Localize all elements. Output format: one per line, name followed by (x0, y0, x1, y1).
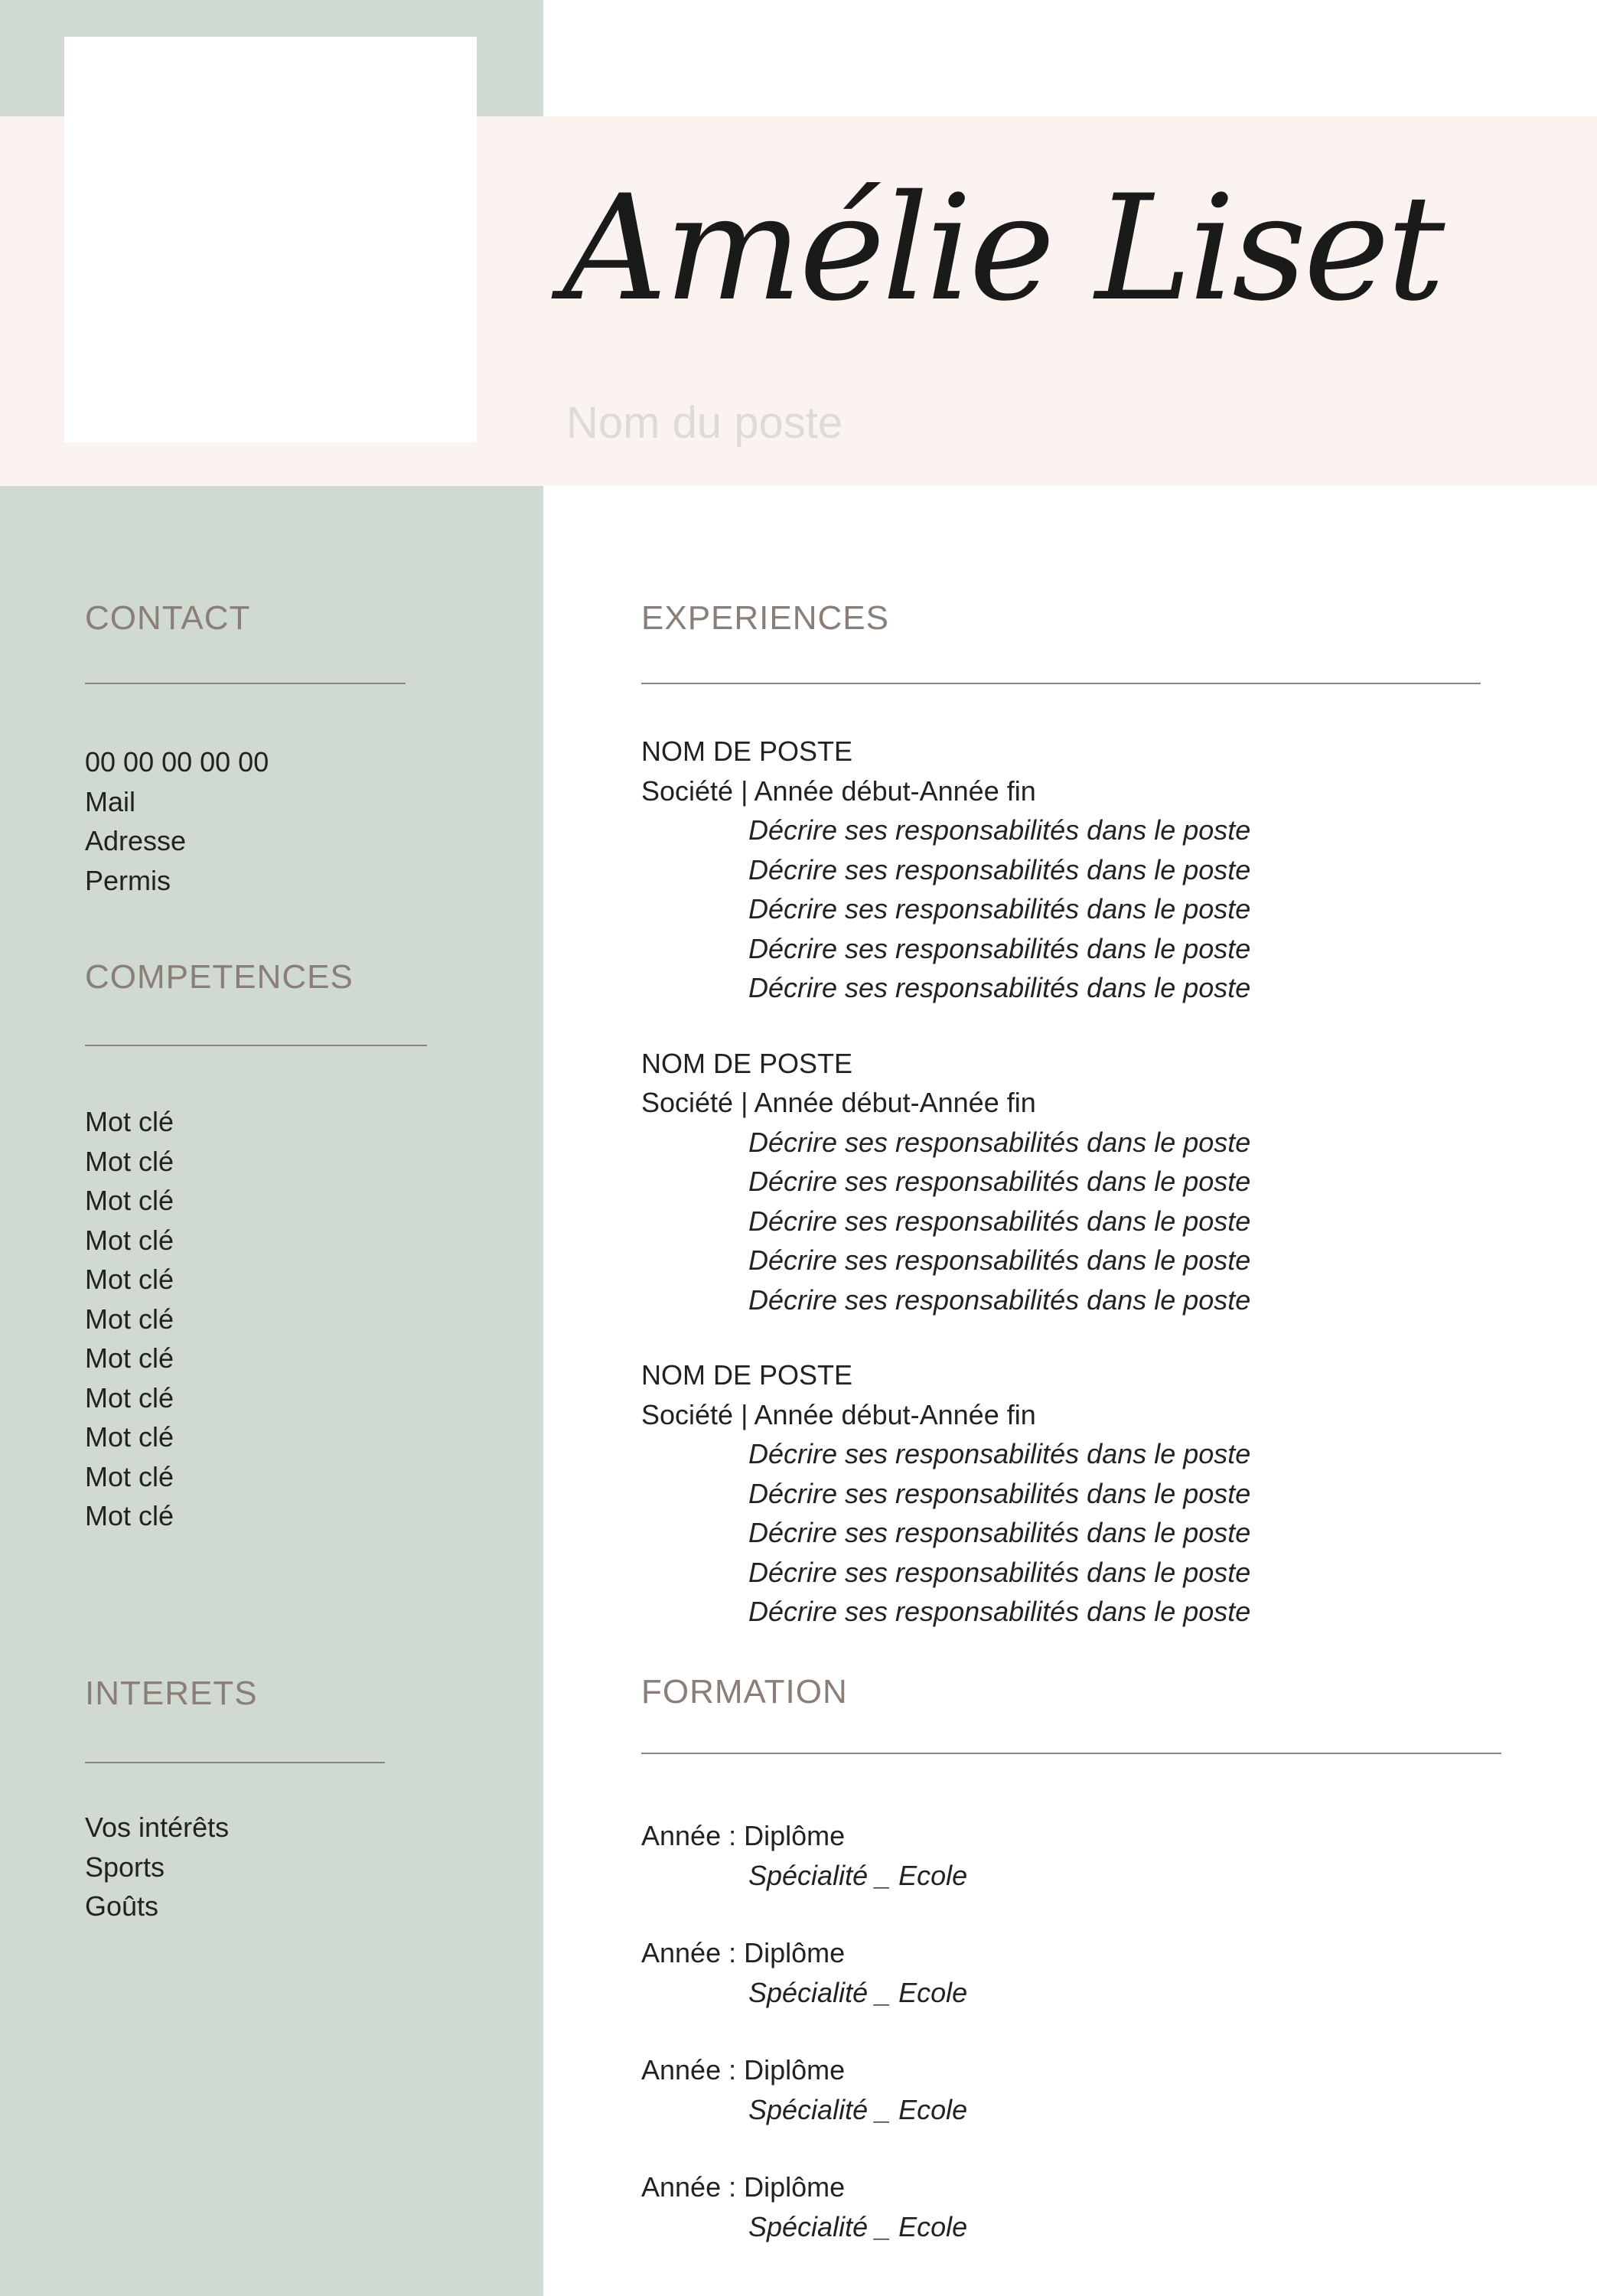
skill-item: Mot clé (85, 1342, 174, 1374)
education-detail: Spécialité _ Ecole (748, 2093, 968, 2125)
education-divider (641, 1753, 1501, 1754)
education-detail: Spécialité _ Ecole (748, 1859, 968, 1891)
job-duty: Décrire ses responsabilités dans le poste (748, 1283, 1251, 1316)
job-entry (641, 732, 1250, 1008)
education-entry (641, 2050, 967, 2129)
skill-item: Mot clé (85, 1106, 174, 1137)
education-list (641, 1816, 967, 2246)
skills-heading: COMPETENCES (85, 958, 354, 996)
education-heading: FORMATION (641, 1673, 848, 1711)
job-duty: Décrire ses responsabilités dans le poste (748, 814, 1251, 846)
skill-item: Mot clé (85, 1381, 174, 1414)
education-degree: Année : Diplôme (641, 1937, 846, 1968)
education-spacer (641, 1895, 967, 1933)
contact-heading: CONTACT (85, 599, 251, 637)
skill-item: Mot clé (85, 1500, 174, 1531)
job-spacer (641, 1008, 1250, 1044)
interests-heading: INTERETS (85, 1675, 258, 1712)
interest-item: Goûts (85, 1890, 159, 1922)
job-duty: Décrire ses responsabilités dans le poste (748, 972, 1251, 1003)
education-detail: Spécialité _ Ecole (748, 1976, 968, 2008)
job-company-dates: Société | Année début-Année fin (641, 1087, 1036, 1118)
candidate-name: Amélie Liset (562, 164, 1442, 333)
job-entry (641, 1355, 1250, 1632)
contact-address: Adresse (85, 825, 187, 856)
job-duty: Décrire ses responsabilités dans le poste (748, 1244, 1251, 1276)
job-company-dates: Société | Année début-Année fin (641, 1398, 1036, 1430)
job-duty: Décrire ses responsabilités dans le poste (748, 1596, 1251, 1627)
job-duty: Décrire ses responsabilités dans le poste (748, 932, 1251, 964)
education-degree: Année : Diplôme (641, 2171, 846, 2203)
contact-list (85, 742, 269, 900)
skill-item: Mot clé (85, 1421, 174, 1453)
skill-item: Mot clé (85, 1224, 174, 1256)
interest-item: Vos intérêts (85, 1812, 230, 1843)
contact-divider (85, 683, 406, 684)
skill-item: Mot clé (85, 1264, 174, 1295)
interests-list (85, 1808, 229, 1926)
education-entry (641, 2167, 967, 2246)
experiences-heading: EXPERIENCES (641, 599, 889, 637)
education-degree: Année : Diplôme (641, 2054, 846, 2086)
job-entry (641, 1044, 1250, 1320)
skill-item: Mot clé (85, 1145, 174, 1177)
contact-mail: Mail (85, 785, 136, 817)
job-title: NOM DE POSTE (641, 1359, 853, 1391)
job-duty: Décrire ses responsabilités dans le poste (748, 1477, 1251, 1509)
contact-license: Permis (85, 864, 171, 896)
experiences-list (641, 732, 1250, 1632)
job-duty: Décrire ses responsabilités dans le poste (748, 1517, 1251, 1548)
job-duty: Décrire ses responsabilités dans le poste (748, 853, 1251, 885)
education-spacer (641, 2129, 967, 2167)
job-duty: Décrire ses responsabilités dans le poste (748, 1126, 1251, 1158)
skills-divider (85, 1045, 427, 1046)
job-duty: Décrire ses responsabilités dans le poste (748, 893, 1251, 925)
job-duty: Décrire ses responsabilités dans le poste (748, 1438, 1251, 1469)
job-company-dates: Société | Année début-Année fin (641, 775, 1036, 807)
interests-divider (85, 1762, 385, 1763)
interest-item: Sports (85, 1851, 165, 1883)
job-title: NOM DE POSTE (641, 735, 853, 767)
job-duty: Décrire ses responsabilités dans le poste (748, 1166, 1251, 1197)
skill-item: Mot clé (85, 1303, 174, 1335)
job-title: Nom du poste (566, 398, 843, 448)
photo-placeholder[interactable] (64, 37, 477, 442)
skill-item: Mot clé (85, 1460, 174, 1492)
contact-phone: 00 00 00 00 00 (85, 746, 269, 778)
education-degree: Année : Diplôme (641, 1820, 846, 1851)
skill-item: Mot clé (85, 1185, 174, 1216)
education-detail: Spécialité _ Ecole (748, 2210, 968, 2242)
education-entry (641, 1933, 967, 2012)
skills-list (85, 1102, 174, 1536)
job-spacer (641, 1319, 1250, 1355)
job-duty: Décrire ses responsabilités dans le poste (748, 1556, 1251, 1588)
education-entry (641, 1816, 967, 1895)
job-title: NOM DE POSTE (641, 1047, 853, 1079)
job-duty: Décrire ses responsabilités dans le poste (748, 1205, 1251, 1237)
experiences-divider (641, 683, 1481, 684)
education-spacer (641, 2012, 967, 2050)
